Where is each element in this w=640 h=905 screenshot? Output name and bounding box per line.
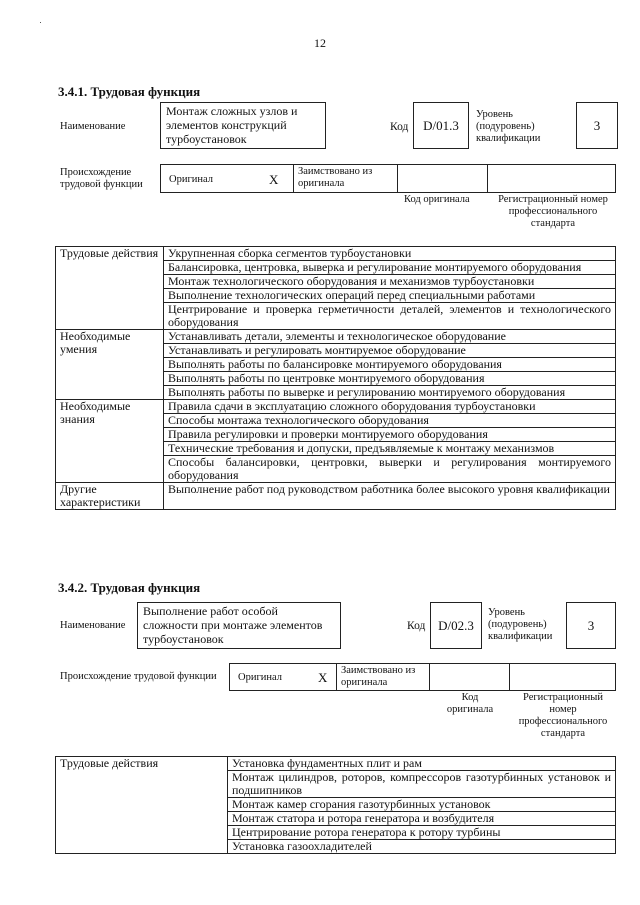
origin-label: Происхождение трудовой функции	[60, 671, 217, 682]
code-label: Код	[390, 121, 409, 133]
item-cell: Технические требования и допуски, предъявляемые к монтажу механизмов	[164, 442, 616, 456]
item-cell: Установка газоохладителей	[228, 840, 616, 854]
code-label: Код	[407, 620, 426, 632]
origin-label: Происхождение трудовой функции	[60, 167, 143, 190]
original-label: Оригинал	[169, 174, 213, 185]
item-cell: Способы монтажа технологического оборудования	[164, 414, 616, 428]
name-label: Наименование	[60, 620, 126, 631]
item-cell: Балансировка, центровка, выверка и регулирование монтируемого оборудования	[164, 261, 616, 275]
code-box: D/01.3	[413, 102, 469, 149]
group-cell: Необходимые умения	[56, 330, 164, 400]
reg-number-label: Регистрационный номер профессионального стандарта	[518, 692, 608, 739]
group-cell: Трудовые действия	[56, 247, 164, 330]
level-box: 3	[576, 102, 618, 149]
item-cell: Выполнять работы по центровке монтируемого оборудования	[164, 372, 616, 386]
reg-number-label: Регистрационный номер профессионального стандарта	[498, 194, 608, 229]
function-name-box: Монтаж сложных узлов и элементов конструкций турбоустановок	[160, 102, 326, 149]
group-cell: Другие характеристики	[56, 483, 164, 510]
code-original-label: Код оригинала	[404, 194, 470, 205]
original-mark: X	[318, 670, 328, 685]
level-label: Уровень (подуровень) квалификации	[476, 109, 541, 144]
original-label: Оригинал	[238, 672, 282, 683]
item-cell: Монтаж технологического оборудования и механизмов турбоустановки	[164, 275, 616, 289]
table-row	[56, 483, 616, 510]
name-label: Наименование	[60, 121, 126, 132]
table-342	[55, 756, 616, 854]
section-title-341: 3.4.1. Трудовая функция	[58, 84, 201, 99]
item-cell: Правила сдачи в эксплуатацию сложного оборудования турбоустановки	[164, 400, 616, 414]
origin-row	[229, 663, 616, 691]
origin-row	[160, 164, 616, 193]
item-cell: Монтаж цилиндров, роторов, компрессоров газотурбинных установок и подшипников	[228, 771, 616, 798]
item-cell: Центрирование и проверка герметичности деталей, элементов и технологического оборудования	[164, 303, 616, 330]
function-name-box: Выполнение работ особой сложности при монтаже элементов турбоустановок	[137, 602, 341, 649]
original-mark: X	[269, 172, 279, 187]
table-row	[56, 400, 616, 414]
code-original-label: Код оригинала	[446, 692, 494, 715]
item-cell: Способы балансировки, центровки, выверки и регулирования монтируемого оборудования	[164, 456, 616, 483]
item-cell: Монтаж статора и ротора генератора и возбудителя	[228, 812, 616, 826]
item-cell: Выполнение работ под руководством работника более высокого уровня квалификации	[164, 483, 616, 510]
item-cell: Монтаж камер сгорания газотурбинных установок	[228, 798, 616, 812]
table-row	[56, 757, 616, 771]
level-label: Уровень (подуровень) квалификации	[488, 607, 553, 642]
item-cell: Установка фундаментных плит и рам	[228, 757, 616, 771]
group-cell: Необходимые знания	[56, 400, 164, 483]
table-row	[56, 247, 616, 261]
item-cell: Выполнять работы по выверке и регулированию монтируемого оборудования	[164, 386, 616, 400]
borrowed-label: Заимствовано из оригинала	[341, 665, 416, 688]
item-cell: Укрупненная сборка сегментов турбоустановки	[164, 247, 616, 261]
group-cell: Трудовые действия	[56, 757, 228, 854]
level-box: 3	[566, 602, 616, 649]
item-cell: Выполнять работы по балансировке монтируемого оборудования	[164, 358, 616, 372]
page-number: 12	[314, 36, 326, 50]
item-cell: Выполнение технологических операций перед специальными работами	[164, 289, 616, 303]
table-row	[56, 330, 616, 344]
code-box: D/02.3	[430, 602, 482, 649]
item-cell: Устанавливать детали, элементы и технологическое оборудование	[164, 330, 616, 344]
borrowed-label: Заимствовано из оригинала	[298, 166, 373, 189]
section-title-342: 3.4.2. Трудовая функция	[58, 580, 201, 595]
table-341	[55, 246, 616, 510]
item-cell: Устанавливать и регулировать монтируемое оборудование	[164, 344, 616, 358]
scan-mark	[40, 22, 41, 23]
item-cell: Центрирование ротора генератора к ротору турбины	[228, 826, 616, 840]
item-cell: Правила регулировки и проверки монтируемого оборудования	[164, 428, 616, 442]
